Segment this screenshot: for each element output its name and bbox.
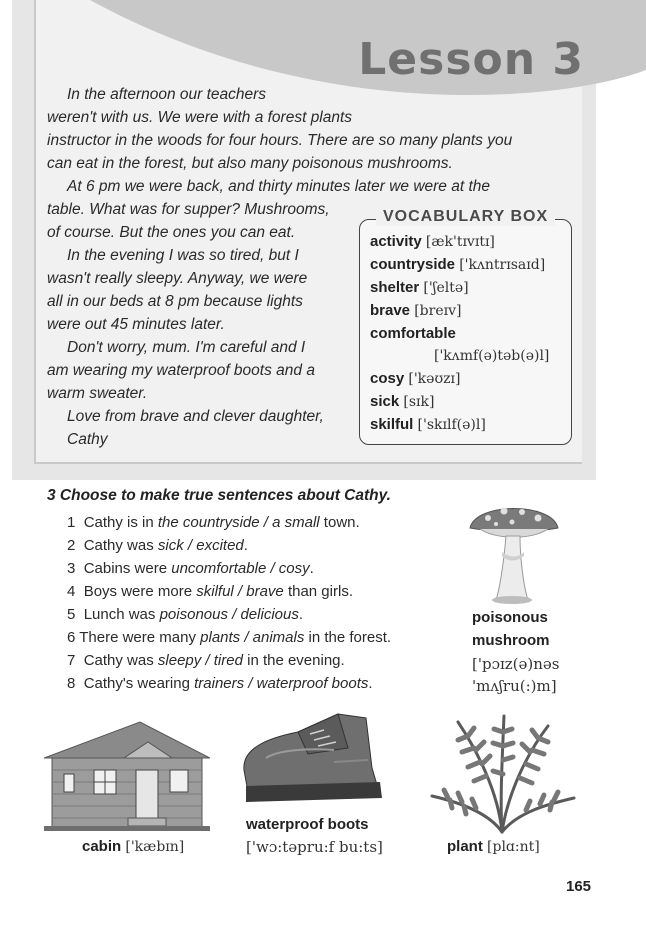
vocab-entry — [370, 414, 486, 436]
mushroom-caption-word2: mushroom — [472, 632, 550, 649]
exercise-item — [67, 627, 391, 649]
exercise-item — [67, 581, 353, 603]
item-number: 1 — [67, 514, 76, 531]
item-number: 6 — [67, 629, 76, 646]
lesson-title: Lesson 3 — [358, 34, 584, 85]
vocab-entry — [370, 300, 461, 322]
item-number: 3 — [67, 560, 76, 577]
item-options[interactable]: uncomfortable / cosy — [171, 560, 310, 577]
cabin-image — [44, 718, 210, 833]
boots-caption-word: waterproof boots — [246, 816, 369, 833]
vocab-word: brave — [370, 302, 411, 319]
exercise-item — [67, 512, 360, 534]
item-text-pre: Boys were more — [83, 583, 197, 600]
cabin-caption-ipa: ['kæbɪn] — [125, 839, 185, 855]
item-options[interactable]: skilful / brave — [196, 583, 284, 600]
item-text-post: . — [298, 606, 304, 623]
letter-line: wasn't really sleepy. Anyway, we were — [47, 270, 308, 287]
letter-line: can eat in the forest, but also many poisonous mushrooms. — [47, 155, 453, 172]
item-text-post: town. — [319, 514, 360, 531]
vocab-entry-ipa-line — [434, 345, 549, 367]
item-options[interactable]: sleepy / tired — [157, 652, 243, 669]
exercise-item — [67, 673, 373, 695]
vocab-entry — [370, 368, 460, 390]
vocab-entry — [370, 277, 469, 299]
plant-caption — [447, 838, 540, 855]
cabin-caption-word: cabin — [82, 838, 122, 855]
exercise-item — [67, 535, 248, 557]
letter-line: am wearing my waterproof boots and a — [47, 362, 315, 379]
vocab-word: sick — [370, 393, 400, 410]
letter-line: weren't with us. We were with a forest plants — [47, 109, 353, 126]
vocab-ipa: ['kəʊzɪ] — [408, 371, 461, 387]
cabin-caption — [82, 838, 184, 855]
vocab-word: shelter — [370, 279, 420, 296]
letter-line: Love from brave and clever daughter, — [67, 408, 324, 425]
mushroom-caption-word1: poisonous — [472, 609, 548, 626]
item-number: 5 — [67, 606, 76, 623]
vocab-ipa: [æk'tɪvɪtɪ] — [425, 234, 495, 250]
mushroom-caption-ipa2: 'mʌʃru(:)m] — [472, 677, 557, 695]
exercise-item — [67, 650, 345, 672]
item-number: 4 — [67, 583, 76, 600]
letter-line: In the evening I was so tired, but I — [67, 247, 299, 264]
vocab-ipa: ['skɪlf(ə)l] — [417, 417, 486, 433]
vocab-ipa: ['kʌmf(ə)təb(ə)l] — [434, 348, 550, 364]
letter-line: At 6 pm we were back, and thirty minutes later we were at the — [67, 178, 490, 195]
item-text-post: . — [309, 560, 314, 577]
letter-line: Cathy — [67, 431, 108, 448]
item-options[interactable]: the countryside / a small — [157, 514, 320, 531]
item-text-post: in the forest. — [304, 629, 392, 646]
vocab-word: countryside — [370, 256, 456, 273]
item-text-pre: Lunch was — [83, 606, 160, 623]
vocabulary-box-title: VOCABULARY BOX — [376, 208, 555, 226]
vocab-entry — [370, 231, 495, 253]
mushroom-image — [466, 500, 562, 605]
letter-line: all in our beds at 8 pm because lights — [47, 293, 303, 310]
item-options[interactable]: sick / excited — [157, 537, 244, 554]
letter-line: In the afternoon our teachers — [67, 86, 267, 103]
item-text-pre: Cathy was — [83, 652, 158, 669]
vocab-entry — [370, 391, 434, 413]
vocab-ipa: ['kʌntrɪsaɪd] — [459, 257, 546, 273]
vocab-entry — [370, 254, 545, 276]
plant-caption-ipa: [plɑ:nt] — [487, 839, 540, 855]
item-text-pre: Cathy was — [83, 537, 158, 554]
plant-caption-word: plant — [447, 838, 483, 855]
item-text-pre: Cathy is in — [83, 514, 158, 531]
vocab-entry — [370, 323, 456, 345]
item-number: 2 — [67, 537, 76, 554]
vocab-ipa: [breɪv] — [414, 303, 462, 319]
item-number: 8 — [67, 675, 76, 692]
boots-caption-ipa: ['wɔ:təpru:f bu:ts] — [246, 838, 383, 856]
letter-line: instructor in the woods for four hours. There are so many plants you — [47, 132, 513, 149]
exercise-item — [67, 558, 314, 580]
vocab-ipa: ['ʃeltə] — [423, 280, 469, 296]
vocab-word: activity — [370, 233, 422, 250]
exercise-heading: 3 Choose to make true sentences about Cathy. — [47, 487, 391, 504]
boots-image — [238, 708, 384, 808]
item-text-pre: Cathy's wearing — [83, 675, 195, 692]
item-text-pre: There were many — [79, 629, 201, 646]
item-text-post: . — [243, 537, 248, 554]
item-text-post: in the evening. — [242, 652, 345, 669]
vocab-word: comfortable — [370, 325, 456, 342]
letter-line: of course. But the ones you can eat. — [47, 224, 296, 241]
mushroom-caption-ipa1: ['pɔɪz(ə)nəs — [472, 655, 560, 673]
letter-line: warm sweater. — [47, 385, 148, 402]
letter-line: Don't worry, mum. I'm careful and I — [67, 339, 306, 356]
vocab-word: skilful — [370, 416, 414, 433]
item-text-post: . — [368, 675, 373, 692]
letter-line: table. What was for supper? Mushrooms, — [47, 201, 330, 218]
plant-image — [428, 712, 576, 837]
item-text-pre: Cabins were — [83, 560, 172, 577]
letter-line: were out 45 minutes later. — [47, 316, 225, 333]
item-options[interactable]: poisonous / delicious — [159, 606, 299, 623]
item-number: 7 — [67, 652, 76, 669]
vocab-word: cosy — [370, 370, 405, 387]
page-number: 165 — [566, 878, 592, 895]
item-options[interactable]: trainers / waterproof boots — [194, 675, 369, 692]
vocab-ipa: [sɪk] — [403, 394, 435, 410]
item-options[interactable]: plants / animals — [200, 629, 305, 646]
exercise-item — [67, 604, 303, 626]
item-text-post: than girls. — [283, 583, 353, 600]
